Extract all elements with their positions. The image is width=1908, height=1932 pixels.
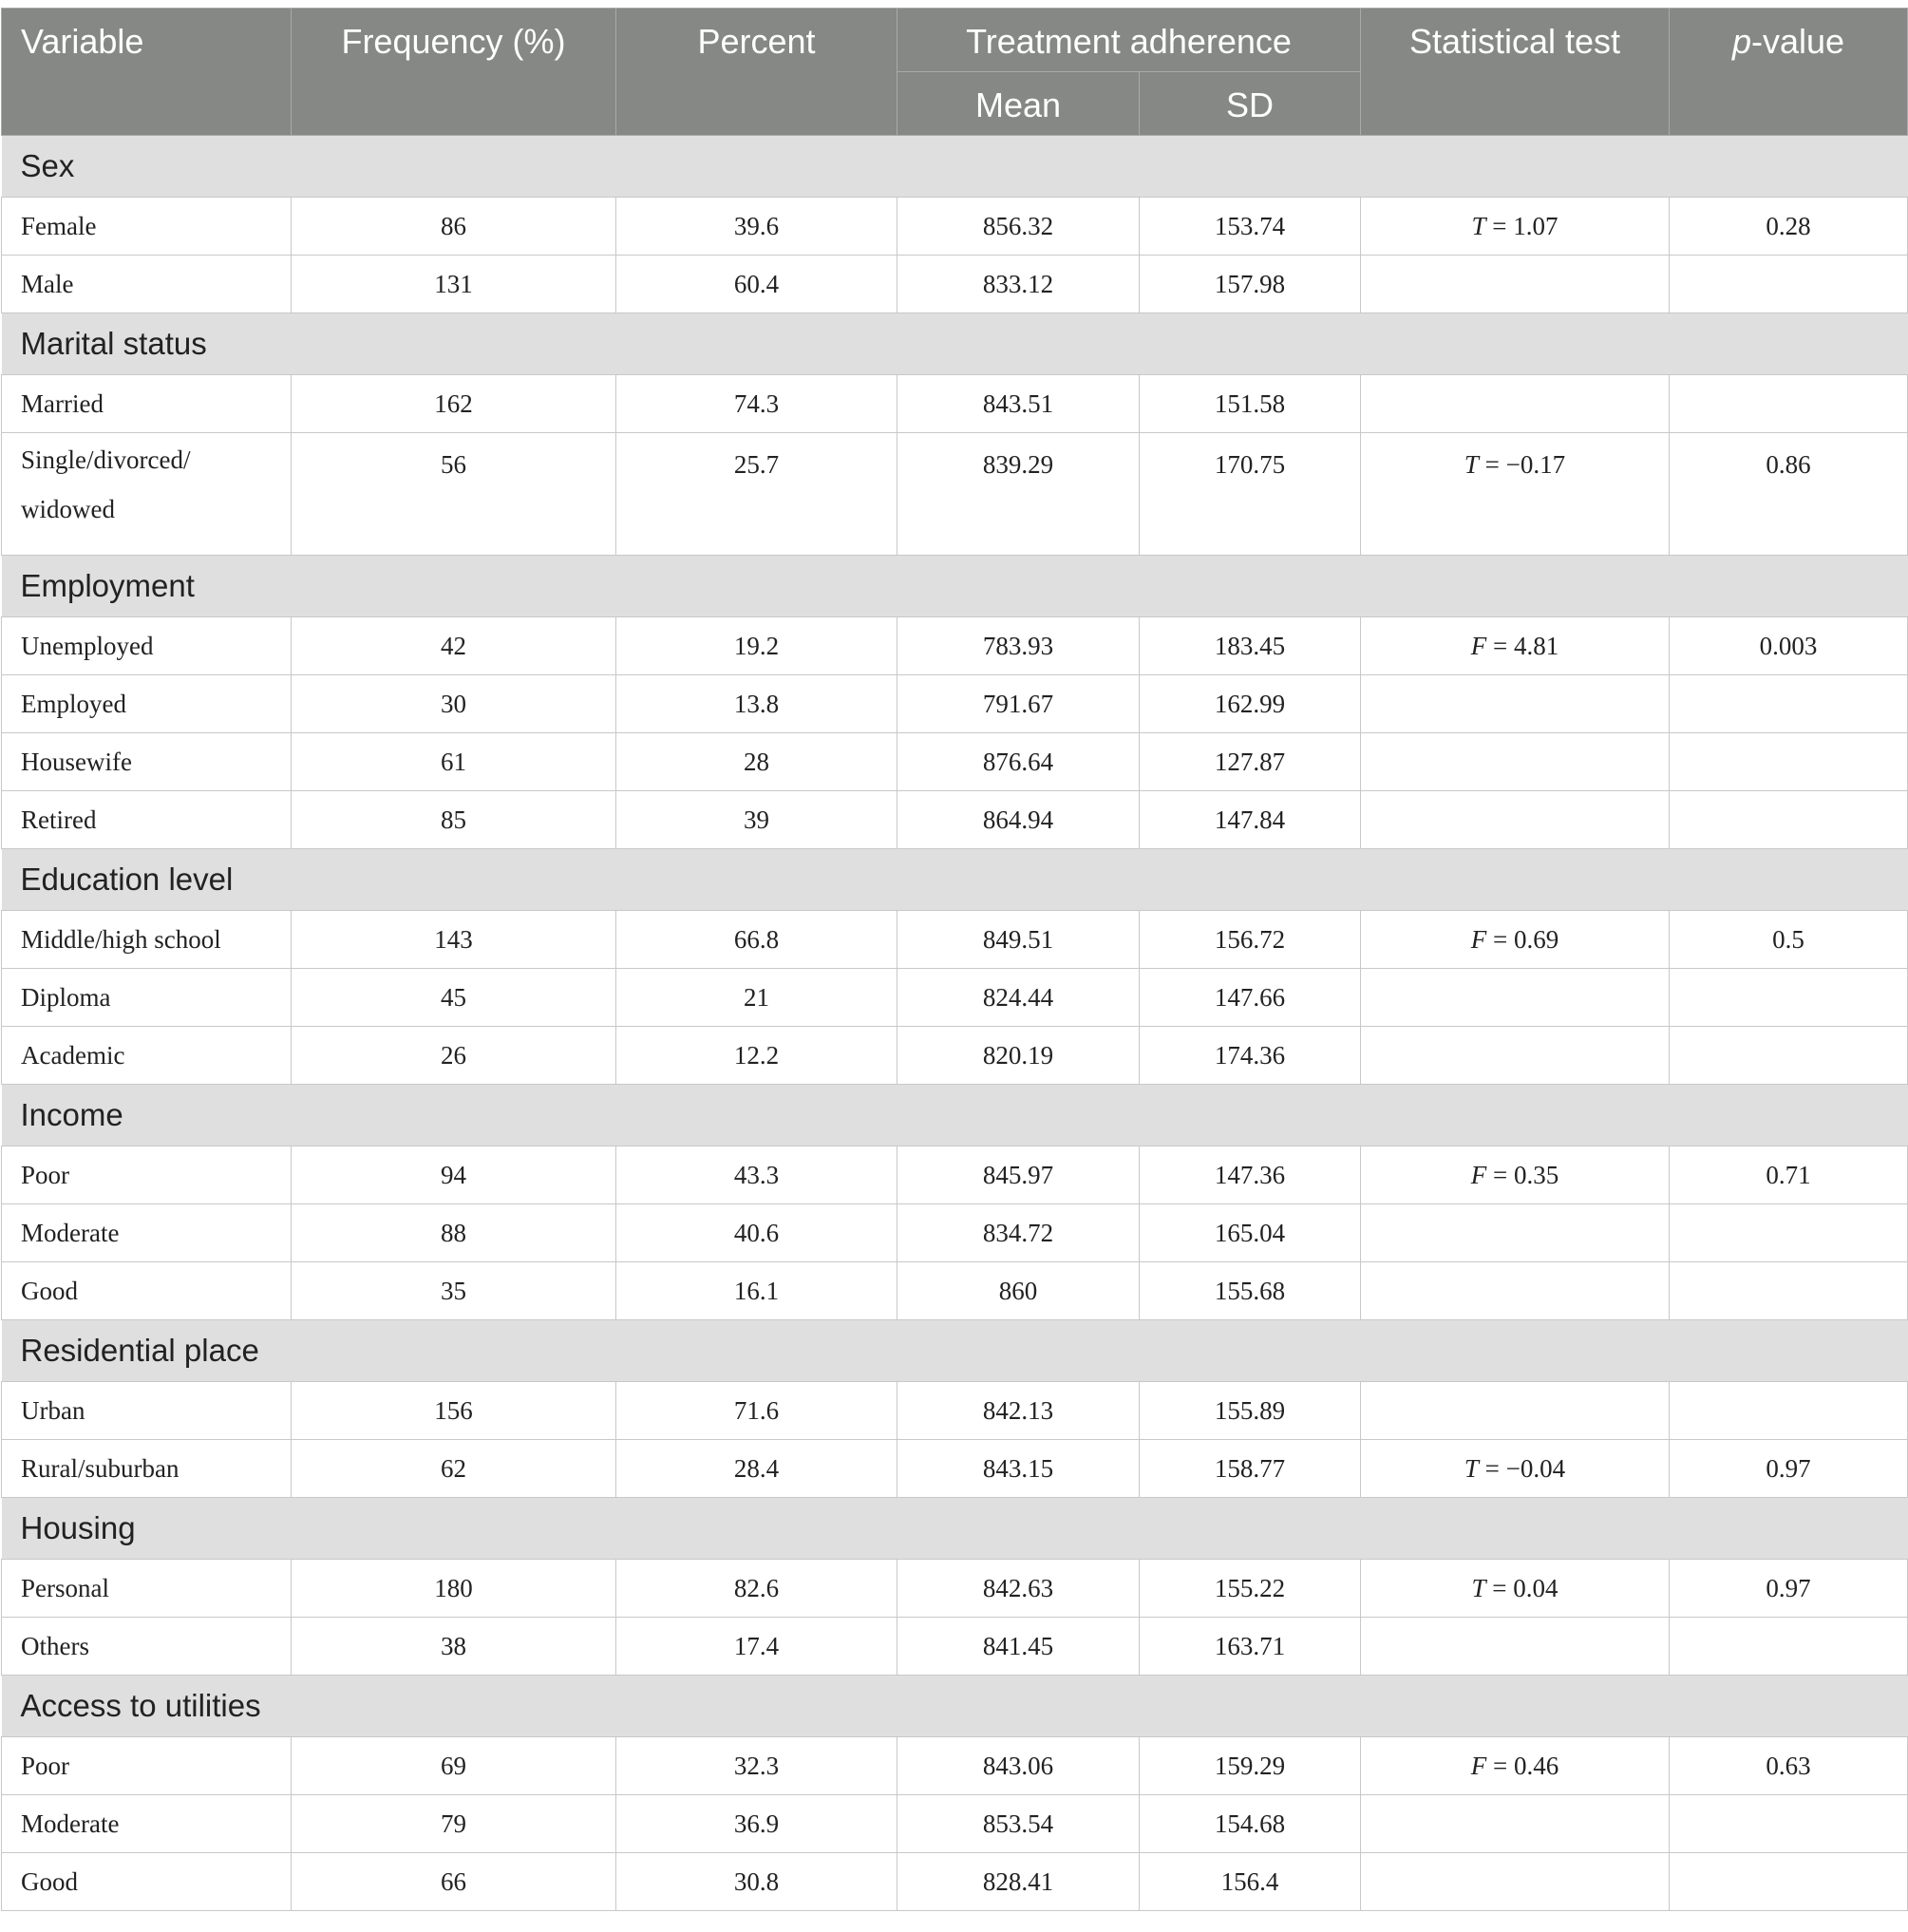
cell-sd: 162.99: [1140, 675, 1361, 733]
table-row: [2, 1262, 1908, 1320]
cell-statistical-test: [1361, 1440, 1670, 1498]
table-row: [2, 1027, 1908, 1085]
cell-mean: 843.51: [897, 375, 1140, 433]
test-statistic-value: = 0.69: [1486, 924, 1559, 954]
cell-statistical-test: [1361, 791, 1670, 849]
cell-percent: 30.8: [616, 1853, 897, 1911]
demographics-table: [1, 8, 1908, 1911]
cell-percent: 39: [616, 791, 897, 849]
row-label: Unemployed: [2, 617, 292, 675]
cell-sd: 163.71: [1140, 1618, 1361, 1676]
cell-statistical-test: [1361, 1737, 1670, 1795]
cell-sd: 154.68: [1140, 1795, 1361, 1853]
cell-p-value: 0.63: [1670, 1737, 1908, 1795]
table-row: [2, 1853, 1908, 1911]
cell-p-value: 0.97: [1670, 1560, 1908, 1618]
cell-statistical-test: [1361, 1560, 1670, 1618]
table-row: [2, 617, 1908, 675]
cell-mean: 842.13: [897, 1382, 1140, 1440]
cell-statistical-test: [1361, 1618, 1670, 1676]
category-label: Housing: [2, 1498, 1908, 1560]
table-row: [2, 375, 1908, 433]
cell-frequency: 61: [292, 733, 616, 791]
p-italic: p: [1731, 22, 1751, 61]
cell-statistical-test: [1361, 969, 1670, 1027]
cell-mean: 783.93: [897, 617, 1140, 675]
cell-mean: 856.32: [897, 198, 1140, 256]
row-label: Retired: [2, 791, 292, 849]
header-statistical-test: Statistical test: [1361, 9, 1670, 136]
cell-frequency: 156: [292, 1382, 616, 1440]
table-row: [2, 256, 1908, 313]
category-row: [2, 1676, 1908, 1737]
cell-statistical-test: [1361, 433, 1670, 556]
row-label: Rural/suburban: [2, 1440, 292, 1498]
cell-mean: 849.51: [897, 911, 1140, 969]
cell-frequency: 143: [292, 911, 616, 969]
cell-mean: 843.06: [897, 1737, 1140, 1795]
cell-p-value: [1670, 1618, 1908, 1676]
header-treatment-adherence: Treatment adherence: [897, 9, 1361, 72]
row-label: Poor: [2, 1737, 292, 1795]
cell-percent: 74.3: [616, 375, 897, 433]
cell-sd: 174.36: [1140, 1027, 1361, 1085]
table-row: [2, 675, 1908, 733]
cell-frequency: 56: [292, 433, 616, 556]
category-row: [2, 849, 1908, 911]
cell-sd: 147.84: [1140, 791, 1361, 849]
cell-mean: 845.97: [897, 1146, 1140, 1204]
row-label: Male: [2, 256, 292, 313]
category-label: Marital status: [2, 313, 1908, 375]
test-statistic-symbol: F: [1470, 1160, 1487, 1189]
category-row: [2, 1085, 1908, 1146]
cell-statistical-test: [1361, 1146, 1670, 1204]
cell-frequency: 131: [292, 256, 616, 313]
cell-mean: 820.19: [897, 1027, 1140, 1085]
p-rest: -value: [1750, 22, 1845, 61]
cell-statistical-test: [1361, 375, 1670, 433]
table-row: [2, 969, 1908, 1027]
category-label: Sex: [2, 136, 1908, 198]
test-statistic-symbol: T: [1464, 1453, 1479, 1483]
table-row: [2, 433, 1908, 556]
cell-p-value: [1670, 1204, 1908, 1262]
cell-sd: 151.58: [1140, 375, 1361, 433]
cell-statistical-test: [1361, 1853, 1670, 1911]
cell-frequency: 35: [292, 1262, 616, 1320]
cell-sd: 156.72: [1140, 911, 1361, 969]
cell-percent: 40.6: [616, 1204, 897, 1262]
cell-statistical-test: [1361, 1382, 1670, 1440]
cell-sd: 155.68: [1140, 1262, 1361, 1320]
header-percent: Percent: [616, 9, 897, 136]
category-row: [2, 313, 1908, 375]
row-label-line: Single/divorced/: [21, 445, 191, 474]
test-statistic-symbol: T: [1471, 1573, 1486, 1602]
table-row: [2, 198, 1908, 256]
cell-p-value: [1670, 675, 1908, 733]
cell-p-value: [1670, 256, 1908, 313]
cell-percent: 17.4: [616, 1618, 897, 1676]
cell-statistical-test: [1361, 617, 1670, 675]
cell-mean: 860: [897, 1262, 1140, 1320]
table-row: [2, 1146, 1908, 1204]
cell-percent: 43.3: [616, 1146, 897, 1204]
header-variable: Variable: [2, 9, 292, 136]
test-statistic-value: = 0.35: [1486, 1160, 1559, 1189]
cell-percent: 28: [616, 733, 897, 791]
category-label: Education level: [2, 849, 1908, 911]
cell-percent: 28.4: [616, 1440, 897, 1498]
test-statistic-symbol: F: [1470, 631, 1487, 660]
cell-frequency: 79: [292, 1795, 616, 1853]
cell-statistical-test: [1361, 675, 1670, 733]
category-label: Employment: [2, 556, 1908, 617]
cell-sd: 153.74: [1140, 198, 1361, 256]
cell-sd: 159.29: [1140, 1737, 1361, 1795]
test-statistic-value: = 1.07: [1485, 211, 1559, 240]
cell-statistical-test: [1361, 1204, 1670, 1262]
cell-p-value: [1670, 1795, 1908, 1853]
category-row: [2, 556, 1908, 617]
row-label: Married: [2, 375, 292, 433]
cell-p-value: [1670, 1262, 1908, 1320]
cell-mean: 853.54: [897, 1795, 1140, 1853]
cell-sd: 155.89: [1140, 1382, 1361, 1440]
cell-frequency: 62: [292, 1440, 616, 1498]
row-label: Good: [2, 1262, 292, 1320]
cell-frequency: 162: [292, 375, 616, 433]
cell-percent: 19.2: [616, 617, 897, 675]
category-label: Access to utilities: [2, 1676, 1908, 1737]
cell-p-value: 0.28: [1670, 198, 1908, 256]
test-statistic-symbol: F: [1470, 1751, 1487, 1780]
cell-sd: 156.4: [1140, 1853, 1361, 1911]
cell-sd: 147.66: [1140, 969, 1361, 1027]
cell-p-value: 0.97: [1670, 1440, 1908, 1498]
cell-frequency: 26: [292, 1027, 616, 1085]
cell-sd: 155.22: [1140, 1560, 1361, 1618]
cell-statistical-test: [1361, 911, 1670, 969]
cell-p-value: [1670, 375, 1908, 433]
row-label: Personal: [2, 1560, 292, 1618]
cell-frequency: 85: [292, 791, 616, 849]
cell-sd: 170.75: [1140, 433, 1361, 556]
header-sd: SD: [1140, 72, 1361, 136]
table-row: [2, 1795, 1908, 1853]
cell-sd: 157.98: [1140, 256, 1361, 313]
row-label: Moderate: [2, 1204, 292, 1262]
table-row: [2, 1737, 1908, 1795]
cell-mean: 864.94: [897, 791, 1140, 849]
cell-percent: 60.4: [616, 256, 897, 313]
cell-percent: 13.8: [616, 675, 897, 733]
cell-percent: 32.3: [616, 1737, 897, 1795]
cell-p-value: [1670, 791, 1908, 849]
table-row: [2, 1560, 1908, 1618]
cell-p-value: [1670, 969, 1908, 1027]
cell-p-value: 0.003: [1670, 617, 1908, 675]
cell-frequency: 69: [292, 1737, 616, 1795]
test-statistic-value: = −0.04: [1478, 1453, 1566, 1483]
cell-sd: 165.04: [1140, 1204, 1361, 1262]
cell-frequency: 38: [292, 1618, 616, 1676]
cell-percent: 16.1: [616, 1262, 897, 1320]
cell-sd: 127.87: [1140, 733, 1361, 791]
cell-frequency: 45: [292, 969, 616, 1027]
test-statistic-symbol: T: [1471, 211, 1486, 240]
row-label: Good: [2, 1853, 292, 1911]
cell-percent: 66.8: [616, 911, 897, 969]
row-label: Female: [2, 198, 292, 256]
row-label: Housewife: [2, 733, 292, 791]
category-row: [2, 1498, 1908, 1560]
cell-percent: 71.6: [616, 1382, 897, 1440]
cell-mean: 833.12: [897, 256, 1140, 313]
table-body: [2, 136, 1908, 1911]
table-row: [2, 733, 1908, 791]
row-label-line: widowed: [21, 495, 115, 523]
table-row: [2, 1618, 1908, 1676]
cell-mean: 834.72: [897, 1204, 1140, 1262]
cell-p-value: 0.71: [1670, 1146, 1908, 1204]
cell-mean: 828.41: [897, 1853, 1140, 1911]
cell-sd: 158.77: [1140, 1440, 1361, 1498]
cell-statistical-test: [1361, 1027, 1670, 1085]
cell-frequency: 180: [292, 1560, 616, 1618]
row-label: Others: [2, 1618, 292, 1676]
cell-mean: 876.64: [897, 733, 1140, 791]
cell-p-value: 0.5: [1670, 911, 1908, 969]
cell-p-value: [1670, 733, 1908, 791]
cell-sd: 147.36: [1140, 1146, 1361, 1204]
cell-p-value: [1670, 1027, 1908, 1085]
test-statistic-value: = 0.46: [1486, 1751, 1559, 1780]
cell-percent: 21: [616, 969, 897, 1027]
row-label: Urban: [2, 1382, 292, 1440]
category-label: Residential place: [2, 1320, 1908, 1382]
cell-p-value: [1670, 1382, 1908, 1440]
cell-p-value: 0.86: [1670, 433, 1908, 556]
cell-mean: 839.29: [897, 433, 1140, 556]
cell-sd: 183.45: [1140, 617, 1361, 675]
cell-frequency: 88: [292, 1204, 616, 1262]
cell-frequency: 66: [292, 1853, 616, 1911]
header-frequency: Frequency (%): [292, 9, 616, 136]
cell-mean: 824.44: [897, 969, 1140, 1027]
row-label: [2, 433, 292, 556]
header-p-value: [1670, 9, 1908, 136]
cell-statistical-test: [1361, 733, 1670, 791]
cell-mean: 791.67: [897, 675, 1140, 733]
cell-frequency: 94: [292, 1146, 616, 1204]
row-label: Middle/high school: [2, 911, 292, 969]
cell-percent: 36.9: [616, 1795, 897, 1853]
test-statistic-symbol: F: [1470, 924, 1487, 954]
cell-frequency: 86: [292, 198, 616, 256]
row-label: Poor: [2, 1146, 292, 1204]
cell-frequency: 42: [292, 617, 616, 675]
cell-p-value: [1670, 1853, 1908, 1911]
table-row: [2, 1204, 1908, 1262]
test-statistic-value: = −0.17: [1478, 450, 1566, 479]
cell-mean: 842.63: [897, 1560, 1140, 1618]
test-statistic-symbol: T: [1464, 450, 1479, 479]
test-statistic-value: = 0.04: [1485, 1573, 1559, 1602]
cell-mean: 843.15: [897, 1440, 1140, 1498]
header-mean: Mean: [897, 72, 1140, 136]
category-row: [2, 1320, 1908, 1382]
table-row: [2, 791, 1908, 849]
cell-frequency: 30: [292, 675, 616, 733]
cell-statistical-test: [1361, 198, 1670, 256]
row-label: Moderate: [2, 1795, 292, 1853]
cell-percent: 39.6: [616, 198, 897, 256]
row-label: Academic: [2, 1027, 292, 1085]
category-row: [2, 136, 1908, 198]
cell-statistical-test: [1361, 1795, 1670, 1853]
cell-mean: 841.45: [897, 1618, 1140, 1676]
cell-percent: 25.7: [616, 433, 897, 556]
table-row: [2, 1440, 1908, 1498]
cell-percent: 12.2: [616, 1027, 897, 1085]
table-row: [2, 911, 1908, 969]
category-label: Income: [2, 1085, 1908, 1146]
row-label: Diploma: [2, 969, 292, 1027]
row-label: Employed: [2, 675, 292, 733]
test-statistic-value: = 4.81: [1486, 631, 1559, 660]
cell-percent: 82.6: [616, 1560, 897, 1618]
cell-statistical-test: [1361, 256, 1670, 313]
cell-statistical-test: [1361, 1262, 1670, 1320]
table-row: [2, 1382, 1908, 1440]
table-header: [2, 9, 1908, 136]
